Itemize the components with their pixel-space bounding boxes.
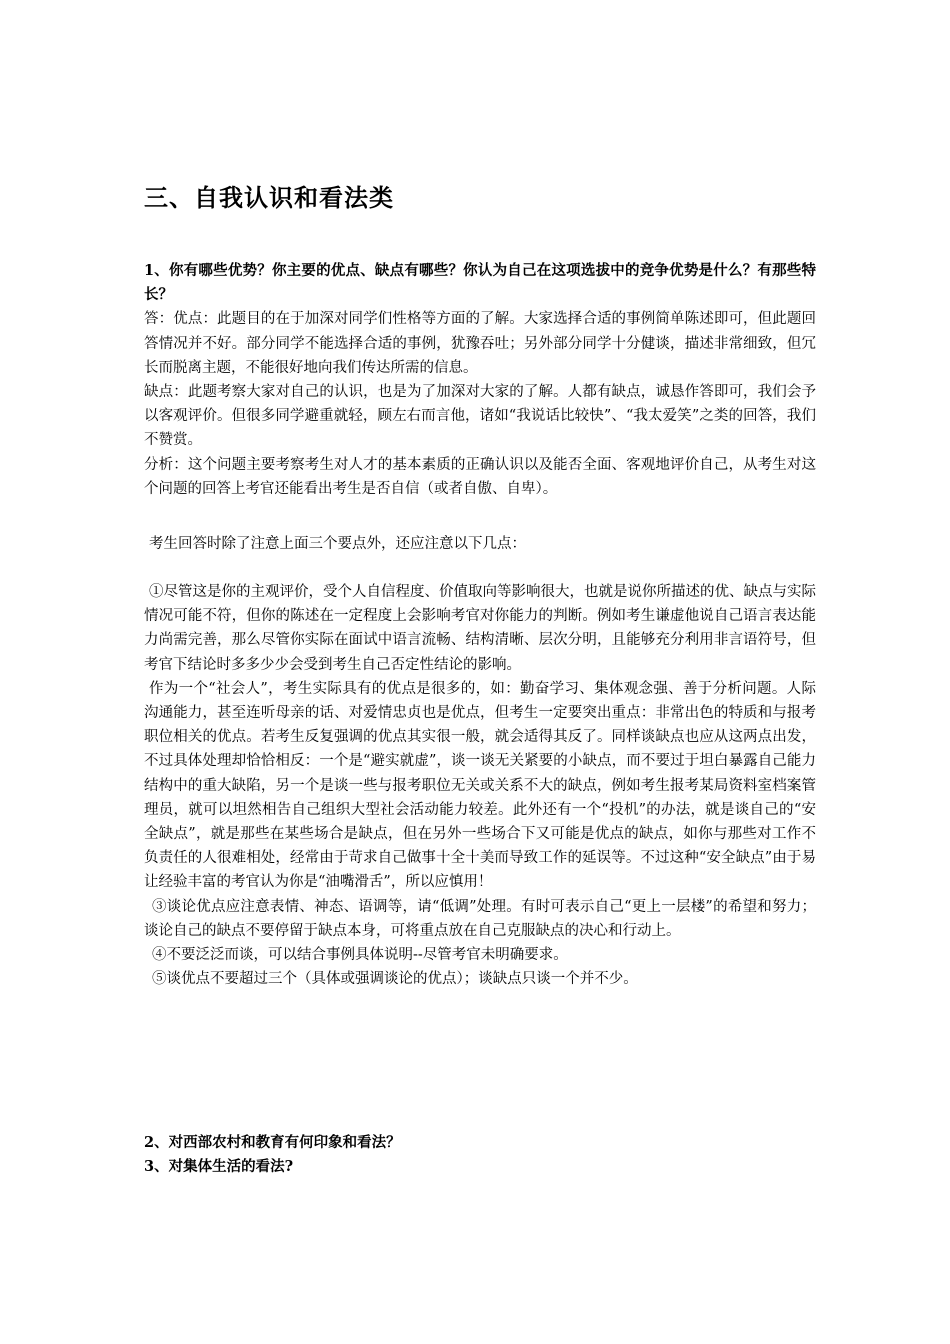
note-point-1: ①尽管这是你的主观评价，受个人自信程度、价值取向等影响很大，也就是说你所描述的优、缺点与实际情况可能不符，但你的陈述在一定程度上会影响考官对你能力的判断。例如考生谦虚他说自己语言表达能力尚需完善，那么尽管你实际在面试中语言流畅、结构清晰、层次分明，且能够充分利用非言语符号，但考官下结论时多多少少会受到考生自己否定性结论的影响。	[144, 584, 816, 673]
answer-weaknesses: 缺点：此题考察大家对自己的认识，也是为了加深对大家的了解。人都有缺点，诚恳作答即可，我们会予以客观评价。但很多同学避重就轻，顾左右而言他，诸如“我说话比较快”、“我太爱笑”之类的回答，我们不赞赏。	[144, 384, 816, 449]
question-1-block	[144, 259, 816, 501]
analysis-paragraph: 分析：这个问题主要考察考生对人才的基本素质的正确认识以及能否全面、客观地评价自己，从考生对这个问题的回答上考官还能看出考生是否自信（或者自傲、自卑）。	[144, 456, 816, 497]
note-point-3: ③谈论优点应注意表情、神态、语调等，请“低调”处理。有时可表示自己“更上一层楼”的希望和努力；谈论自己的缺点不要停留于缺点本身，可将重点放在自己克服缺点的决心和行动上。	[144, 898, 816, 939]
note-point-4: ④不要泛泛而谈，可以结合事例具体说明--尽管考官未明确要求。	[152, 947, 568, 964]
answer-strengths: 答：优点：此题目的在于加深对同学们性格等方面的了解。大家选择合适的事例简单陈述即可，但此题回答情况并不好。部分同学不能选择合适的事例，犹豫吞吐；另外部分同学十分健谈，描述非常细致，但冗长而脱离主题，不能很好地向我们传达所需的信息。	[144, 311, 816, 376]
notes-intro: 考生回答时除了注意上面三个要点外，还应注意以下几点：	[149, 536, 526, 552]
notes-intro-block	[144, 532, 816, 556]
question-1: 1、你有哪些优势？你主要的优点、缺点有哪些？你认为自己在这项选拔中的竞争优势是什么？有那些特长？	[144, 262, 816, 304]
question-2: 2、对西部农村和教育有何印象和看法？	[144, 1134, 401, 1151]
note-point-2: 作为一个“社会人”，考生实际具有的优点是很多的，如：勤奋学习、集体观念强、善于分析问题。人际沟通能力，甚至连听母亲的话、对爱情忠贞也是优点，但考生一定要突出重点：非常出色的特质和与报考职位相关的优点。若考生反复强调的优点其实很一般，就会适得其反了。同样谈缺点也应从这两点出发，不过具体处理却恰恰相反：一个是“避实就虚”，谈一谈无关紧要的小缺点，而不要过于坦白暴露自己能力结构中的重大缺陷，另一个是谈一些与报考职位无关或关系不大的缺点，例如考生报考某局资料室档案管理员，就可以坦然相告自己组织大型社会活动能力较差。此外还有一个“投机”的办法，就是谈自己的“安全缺点”，就是那些在某些场合是缺点，但在另外一些场合下又可能是优点的缺点，如你与那些对工作不负责任的人很难相处，经常由于苛求自己做事十全十美而导致工作的延误等。不过这种“安全缺点”由于易让经验丰富的考官认为你是“油嘴滑舌”，所以应慎用！	[144, 680, 816, 891]
question-3: 3、对集体生活的看法?	[144, 1158, 294, 1176]
notes-points-block	[144, 580, 816, 991]
note-point-5: ⑤谈优点不要超过三个（具体或强调谈论的优点）；谈缺点只谈一个并不少。	[152, 971, 638, 988]
further-questions-block	[144, 1131, 816, 1179]
section-heading: 三、自我认识和看法类	[144, 183, 394, 212]
